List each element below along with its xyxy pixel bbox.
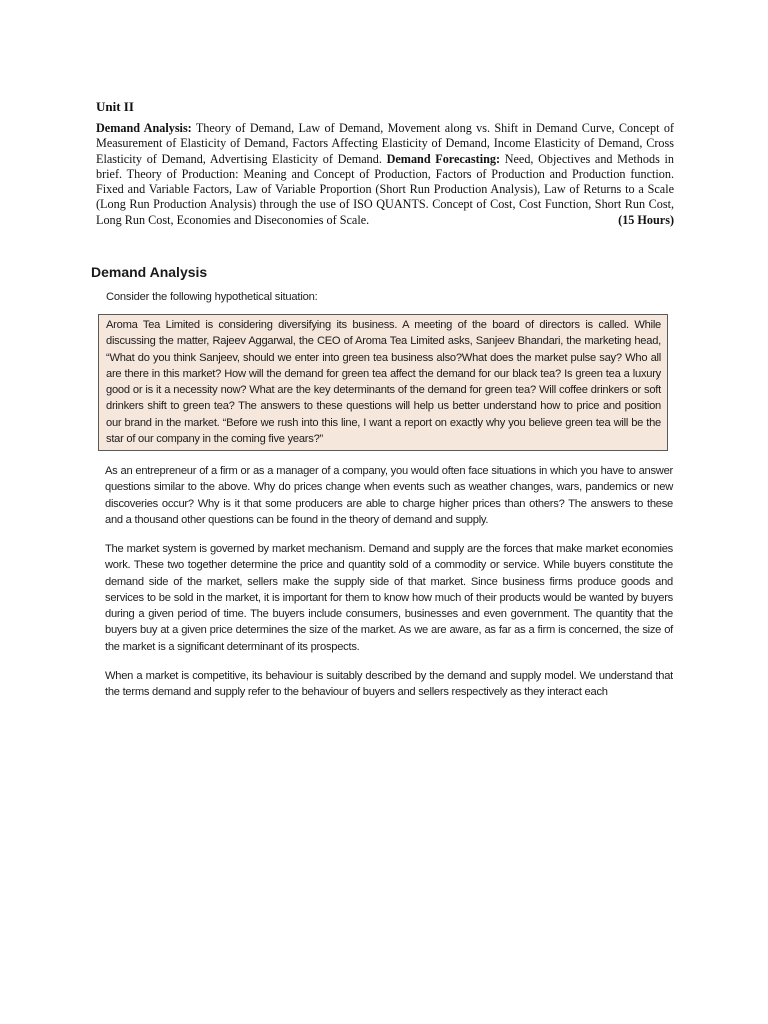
paragraph-2: The market system is governed by market mechanism. Demand and supply are the forces that make market economies work. These two together determine the price and quantity sold of a commodity or service. While buyers constitute the demand side of the market, sellers make the supply side of that market. Since business firms produce goods and services to be sold in the market, it is important for them to know how much of their products would be wanted by buyers during a given period of time. The buyers include consumers, businesses and even government. The quantity that the buyers buy at a given price determines the size of the market. As we are aware, as far as a firm is concerned, the size of the market is a significant determinant of its prospects. [105,543,673,653]
demand-forecasting-label: Demand Forecasting: [386,151,501,166]
syllabus-block [96,99,674,228]
paragraph-3: When a market is competitive, its behaviour is suitably described by the demand and supply model. We understand that the terms demand and supply refer to the behaviour of buyers and sellers respectively as they interact each [105,670,673,699]
paragraph-1: As an entrepreneur of a firm or as a manager of a company, you would often face situations in which you have to answer questions similar to the above. Why do prices change when events such as weather changes, wars, pandemics or new discoveries occur? Why is it that some producers are able to charge higher prices than others? The answers to these and a thousand other questions can be found in the theory of demand and supply. [105,465,673,526]
demand-analysis-topics: Theory of Demand, Law of Demand, Movement along vs. Shift in Demand Curve, Concept of Measurement of Elasticity of Demand, Factors Affecting Elasticity of Demand, Income Elasticity of Demand, Cross Elasticity of Demand, Advertising Elasticity of Demand. [96,121,674,166]
hours-label: (15 Hours) [618,212,674,227]
demand-analysis-label: Demand Analysis: [96,121,192,135]
section-heading: Demand Analysis [91,264,208,280]
unit-title: Unit II [96,99,134,114]
demand-forecasting-topics: Need, Objectives and Methods in brief. Theory of Production: Meaning and Concept of Production, Factors of Production and Production function. Fixed and Variable Factors, Law of Variable Proportion (Short Run Production Analysis), Law of Returns to a Scale (Long Run Production Analysis) through the use of ISO QUANTS. Concept of Cost, Cost Function, Short Run Cost, Long Run Cost, Economies and Diseconomies of Scale. [96,151,674,227]
intro-text: Consider the following hypothetical situation: [106,291,318,303]
case-study-box: Aroma Tea Limited is considering diversifying its business. A meeting of the board of directors is called. While discussing the matter, Rajeev Aggarwal, the CEO of Aroma Tea Limited asks, Sanjeev Bhandari, the marketing head, “What do you think Sanjeev, should we enter into green tea business also?What does the market pulse say? Who all are there in this market? How will the demand for green tea affect the demand for our black tea? Is green tea a luxury good or is it a necessity now? What are the key determinants of the demand for green tea? Will coffee drinkers or soft drinkers shift to green tea? The answers to these questions will help us better understand how to price and position our brand in the market. “Before we rush into this line, I want a report on exactly why you believe green tea will be the star of our company in the coming five years?” [98,314,668,451]
syllabus-text [96,121,674,228]
